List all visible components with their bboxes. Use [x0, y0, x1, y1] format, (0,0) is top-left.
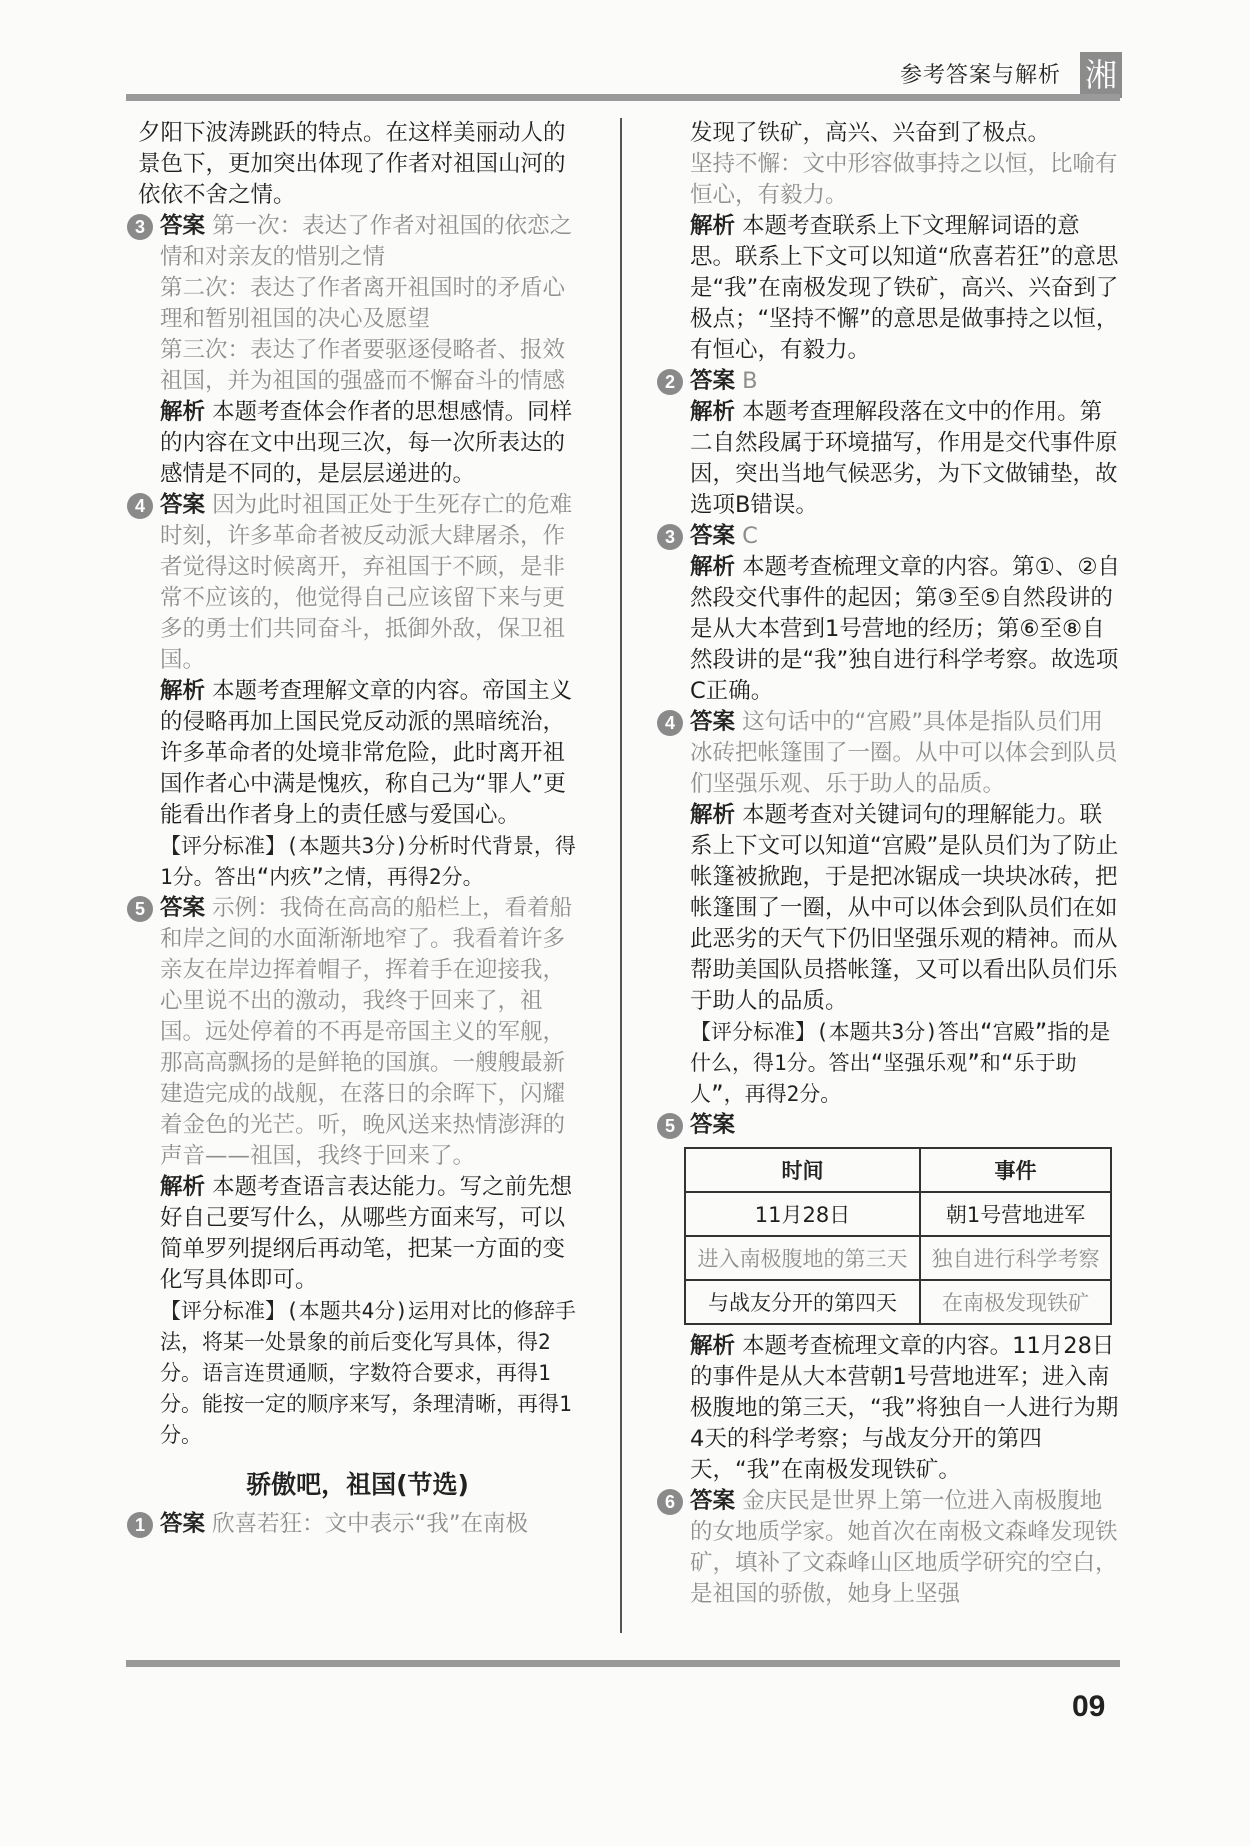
explanation-text: 本题考查梳理文章的内容。第①、②自然段交代事件的起因；第③至⑤自然段讲的是从大本营到1号营地的经历；第⑥至⑧自然段讲的是“我”独自进行科学考察。故选项C正确。: [690, 554, 1121, 704]
answer-4-right: [660, 707, 1120, 1110]
event-table: [684, 1147, 1112, 1325]
header-badge: 湘: [1080, 52, 1122, 98]
table-cell: 独自进行科学考察: [920, 1236, 1111, 1280]
left-column: [130, 118, 585, 1540]
answer-label: 答案: [160, 895, 206, 921]
table-cell: 朝1号营地进军: [920, 1192, 1111, 1236]
explanation-label: 解析: [160, 399, 206, 425]
answer-label: 答案: [160, 1511, 206, 1537]
answer-3-right: [660, 521, 1120, 707]
answer-text: B: [742, 368, 758, 394]
header-title: 参考答案与解析: [900, 63, 1062, 88]
answer-5: [130, 893, 585, 1451]
answer-text: C: [742, 523, 758, 549]
scoring-standard: 【评分标准】(本题共4分)运用对比的修辞手法，将某一处景象的前后变化写具体，得2分。语言连贯通顺，字数符合要求，再得1分。能按一定的顺序来写，条理清晰，再得1分。: [160, 1299, 576, 1447]
answer-text: 这句话中的“宫殿”具体是指队员们用冰砖把帐篷围了一圈。从中可以体会到队员们坚强乐观、乐于助人的品质。: [690, 709, 1118, 797]
explanation-text: 本题考查理解文章的内容。帝国主义的侵略再加上国民党反动派的黑暗统治，许多革命者的处境非常危险，此时离开祖国作者心中满是愧疚，称自己为“罪人”更能看出作者身上的责任感与爱国心。: [160, 678, 573, 828]
answer-label: 答案: [690, 1112, 736, 1138]
footer-rule: [126, 1660, 1120, 1667]
answer-3: [130, 211, 585, 490]
answer-label: 答案: [160, 492, 206, 518]
table-row: [685, 1280, 1111, 1324]
intro-text: 夕阳下波涛跳跃的特点。在这样美丽动人的景色下，更加突出体现了作者对祖国山河的依依不舍之情。: [138, 120, 566, 208]
explanation-label: 解析: [690, 399, 736, 425]
answer-label: 答案: [690, 1488, 736, 1514]
explanation-text: 本题考查联系上下文理解词语的意思。联系上下文可以知道“欣喜若狂”的意思是“我”在南极发现了铁矿，高兴、兴奋到了极点；“坚持不懈”的意思是做事持之以恒，有恒心，有毅力。: [690, 213, 1119, 363]
answer-2: [660, 366, 1120, 521]
table-row: [685, 1236, 1111, 1280]
header-rule: [126, 94, 1120, 101]
answer-4: [130, 490, 585, 893]
continued-text: 发现了铁矿，高兴、兴奋到了极点。: [690, 120, 1051, 146]
answer-label: 答案: [690, 709, 736, 735]
answer-line: 第二次：表达了作者离开祖国时的矛盾心理和暂别祖国的决心及愿望: [160, 275, 566, 332]
question-number: 2: [657, 369, 683, 395]
table-header: 时间: [685, 1148, 920, 1192]
section-title: 骄傲吧，祖国(节选): [246, 1470, 469, 1499]
table-row: [685, 1192, 1111, 1236]
question-number: 6: [657, 1489, 683, 1515]
table-cell: 与战友分开的第四天: [685, 1280, 920, 1324]
question-number: 1: [127, 1512, 153, 1538]
explanation-text: 本题考查对关键词句的理解能力。联系上下文可以知道“宫殿”是队员们为了防止帐篷被掀跑，于是把冰锯成一块块冰砖，把帐篷围了一圈，从中可以体会到队员们在如此恶劣的天气下仍旧坚强乐观的精神。而从帮助美国队员搭帐篷，又可以看出队员们乐于助人的品质。: [690, 802, 1119, 1014]
explanation-text: 本题考查体会作者的思想感情。同样的内容在文中出现三次，每一次所表达的感情是不同的，是层层递进的。: [160, 399, 573, 487]
table-header: 事件: [920, 1148, 1111, 1192]
answer-text: 因为此时祖国正处于生死存亡的危难时刻，许多革命者被反动派大肆屠杀，作者觉得这时候离开，弃祖国于不顾，是非常不应该的，他觉得自己应该留下来与更多的勇士们共同奋斗，抵御外敌，保卫祖国。: [160, 492, 573, 673]
scoring-standard: 【评分标准】(本题共3分)分析时代背景，得1分。答出“内疚”之情，再得2分。: [160, 834, 576, 889]
answer-text: 欣喜若狂：文中表示“我”在南极: [212, 1511, 528, 1537]
question-number: 5: [657, 1113, 683, 1139]
question-number: 5: [127, 896, 153, 922]
scoring-standard: 【评分标准】(本题共3分)答出“宫殿”指的是什么，得1分。答出“坚强乐观”和“乐于助人”，再得2分。: [690, 1020, 1111, 1106]
answer-text: 示例：我倚在高高的船栏上，看着船和岸之间的水面渐渐地窄了。我看着许多亲友在岸边挥着帽子，挥着手在迎接我，心里说不出的激动，我终于回来了，祖国。远处停着的不再是帝国主义的军舰，那高高飘扬的是鲜艳的国旗。一艘艘最新建造完成的战舰，在落日的余晖下，闪耀着金色的光芒。听，晚风送来热情澎湃的声音——祖国，我终于回来了。: [160, 895, 573, 1169]
question-number: 4: [127, 493, 153, 519]
question-number: 3: [657, 524, 683, 550]
answer-6: [660, 1486, 1120, 1610]
table-cell: 进入南极腹地的第三天: [685, 1236, 920, 1280]
answer-text: 金庆民是世界上第一位进入南极腹地的女地质学家。她首次在南极文森峰发现铁矿，填补了文森峰山区地质学研究的空白，是祖国的骄傲，她身上坚强: [690, 1488, 1118, 1607]
continued-answer: 坚持不懈：文中形容做事持之以恒，比喻有恒心，有毅力。: [690, 151, 1118, 208]
answer-5-right: [660, 1110, 1120, 1141]
question-number: 3: [127, 214, 153, 240]
table-header-row: [685, 1148, 1111, 1192]
explanation-text: 本题考查语言表达能力。写之前先想好自己要写什么，从哪些方面来写，可以简单罗列提纲后再动笔，把某一方面的变化写具体即可。: [160, 1174, 573, 1293]
page-number: 09: [1072, 1690, 1106, 1723]
explanation-label: 解析: [690, 802, 736, 828]
answer-1: [130, 1509, 585, 1540]
question-number: 4: [657, 710, 683, 736]
right-column: [660, 118, 1120, 1610]
explanation-label: 解析: [160, 1174, 206, 1200]
explanation-label: 解析: [690, 554, 736, 580]
explanation-label: 解析: [690, 1333, 736, 1359]
answer-label: 答案: [160, 213, 206, 239]
answer-line: 第一次：表达了作者对祖国的依恋之情和对亲友的惜别之情: [160, 213, 573, 270]
column-divider: [620, 118, 622, 1633]
answer-label: 答案: [690, 523, 736, 549]
explanation-text: 本题考查梳理文章的内容。11月28日的事件是从大本营朝1号营地进军；进入南极腹地的第三天，“我”将独自一人进行为期4天的科学考察；与战友分开的第四天，“我”在南极发现铁矿。: [690, 1333, 1119, 1483]
table-cell: 在南极发现铁矿: [920, 1280, 1111, 1324]
table-cell: 11月28日: [685, 1192, 920, 1236]
explanation-label: 解析: [160, 678, 206, 704]
explanation-label: 解析: [690, 213, 736, 239]
answer-label: 答案: [690, 368, 736, 394]
answer-line: 第三次：表达了作者要驱逐侵略者、报效祖国，并为祖国的强盛而不懈奋斗的情感: [160, 337, 566, 394]
explanation-text: 本题考查理解段落在文中的作用。第二自然段属于环境描写，作用是交代事件原因，突出当地气候恶劣，为下文做铺垫，故选项B错误。: [690, 399, 1118, 518]
